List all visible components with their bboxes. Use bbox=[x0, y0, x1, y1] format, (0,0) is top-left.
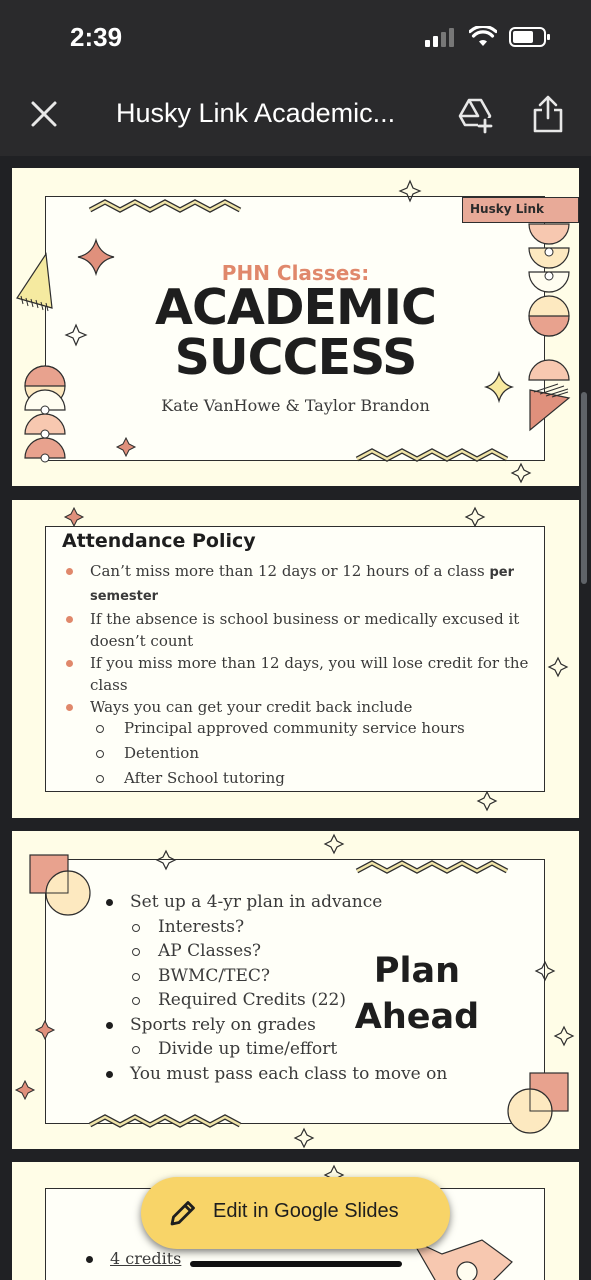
list-item: You must pass each class to move on bbox=[130, 1062, 460, 1087]
list-item: Set up a 4-yr plan in advance bbox=[130, 890, 390, 915]
slide-title-line1: ACADEMIC bbox=[155, 279, 436, 336]
add-to-drive-icon[interactable] bbox=[456, 96, 494, 134]
plan-heading-line2: Ahead bbox=[354, 997, 480, 1037]
list-item: Sports rely on grades bbox=[130, 1013, 390, 1038]
list-item: Divide up time/effort bbox=[130, 1037, 390, 1062]
slide-title-line2: SUCCESS bbox=[174, 329, 417, 386]
status-time: 2:39 bbox=[70, 22, 123, 52]
plan-heading-line1: Plan bbox=[373, 951, 461, 991]
husky-link-tag: Husky Link bbox=[462, 197, 579, 223]
list-item: AP Classes? bbox=[130, 939, 390, 964]
list-item: Required Credits (22) bbox=[130, 988, 390, 1013]
scrollbar[interactable] bbox=[581, 392, 587, 584]
app-bar bbox=[0, 80, 591, 156]
list-item: Interests? bbox=[130, 915, 390, 940]
slide-3[interactable] bbox=[12, 831, 579, 1149]
slide-1[interactable] bbox=[12, 168, 579, 486]
slide-heading: Attendance Policy bbox=[62, 530, 256, 552]
list-item: Can’t miss more than 12 days or 12 hours of a class per semester bbox=[90, 560, 535, 608]
share-icon[interactable] bbox=[530, 94, 566, 134]
edit-in-google-slides-button[interactable] bbox=[141, 1177, 450, 1249]
wifi-icon bbox=[469, 26, 497, 48]
list-item: After School tutoring bbox=[124, 766, 524, 791]
slides-viewer[interactable] bbox=[0, 156, 591, 1280]
status-bar bbox=[0, 0, 591, 80]
cellular-signal-icon bbox=[425, 27, 457, 47]
home-indicator[interactable] bbox=[190, 1261, 402, 1267]
edit-button-label: Edit in Google Slides bbox=[213, 1200, 399, 1222]
battery-icon bbox=[509, 26, 551, 48]
pencil-icon bbox=[167, 1197, 199, 1229]
document-title: Husky Link Academic... bbox=[116, 98, 396, 128]
slide-2[interactable] bbox=[12, 500, 579, 818]
list-item: Principal approved community service hours bbox=[124, 716, 524, 741]
attendance-sublist bbox=[124, 716, 524, 791]
list-item: Ways you can get your credit back include bbox=[90, 696, 535, 718]
close-icon[interactable] bbox=[28, 98, 60, 130]
attendance-list bbox=[90, 560, 535, 718]
list-item: BWMC/TEC? bbox=[130, 964, 390, 989]
list-item: Detention bbox=[124, 741, 524, 766]
list-item: If the absence is school business or medically excused it doesn’t count bbox=[90, 608, 535, 652]
slide-authors: Kate VanHowe & Taylor Brandon bbox=[161, 396, 430, 415]
credits-list bbox=[110, 1248, 181, 1270]
list-item: If you miss more than 12 days, you will lose credit for the class bbox=[90, 652, 535, 696]
list-item: 4 credits bbox=[110, 1248, 181, 1270]
slide-subtitle: PHN Classes: bbox=[221, 261, 370, 285]
